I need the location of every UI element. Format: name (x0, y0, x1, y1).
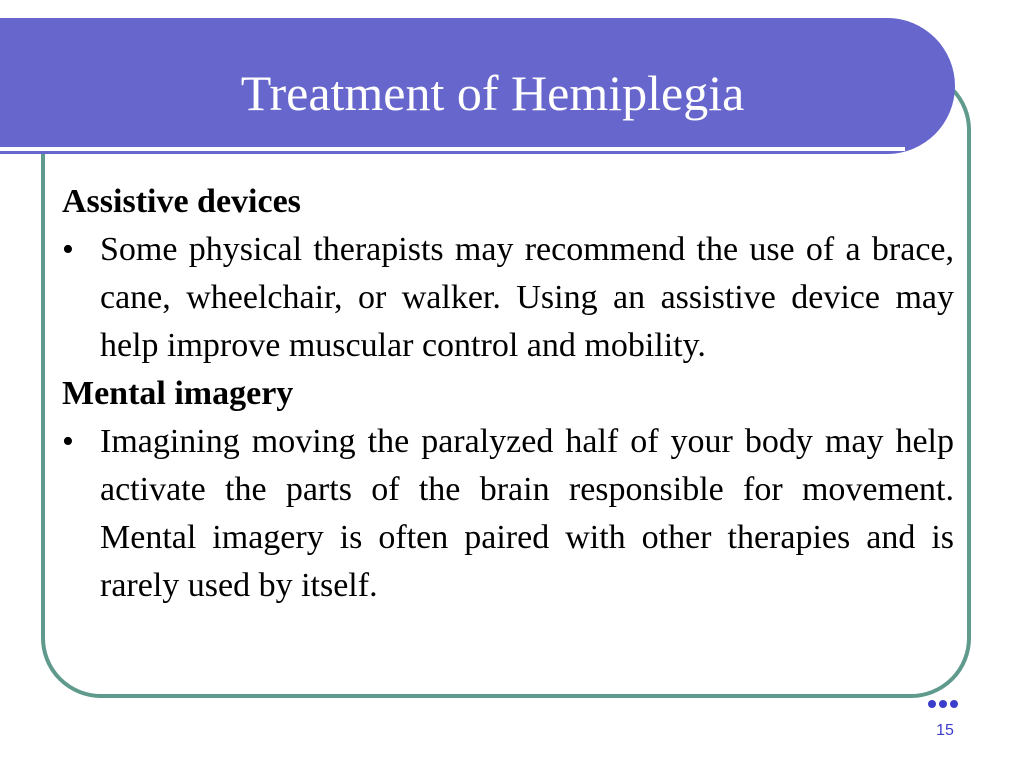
bullet-text: Imagining moving the paralyzed half of your body may help activate the parts of the brain responsible for movement. Mental imagery is often paired with other therapies and is rarely used by itself. (100, 423, 954, 604)
section-heading-mental-imagery: Mental imagery (62, 375, 294, 412)
bullet-assistive-devices (62, 226, 954, 370)
decorative-dots-icon (928, 700, 958, 708)
bullet-icon: • (62, 231, 74, 268)
dot (928, 700, 936, 708)
bullet-icon: • (62, 423, 74, 460)
slide-title: Treatment of Hemiplegia (240, 65, 745, 121)
section-heading-assistive-devices: Assistive devices (62, 183, 301, 220)
bullet-mental-imagery (62, 418, 954, 610)
slide-body (62, 178, 954, 610)
dot (939, 700, 947, 708)
bullet-text: Some physical therapists may recommend the use of a brace, cane, wheelchair, or walker. Using an assistive device may help improve muscular control and mobility. (100, 231, 954, 364)
dot (950, 700, 958, 708)
title-underline (0, 147, 905, 151)
page-number: 15 (936, 722, 954, 739)
